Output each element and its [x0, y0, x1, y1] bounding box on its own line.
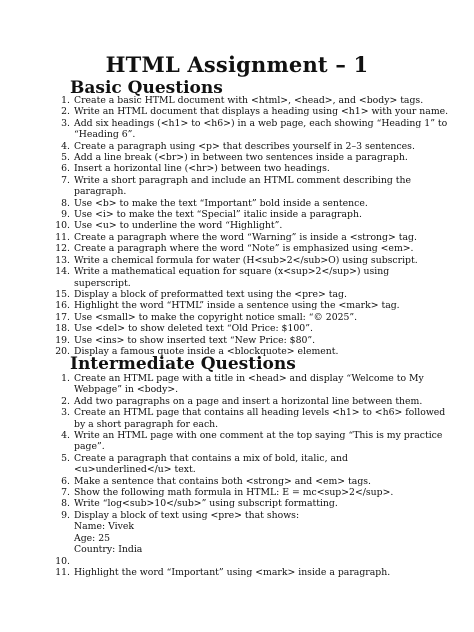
- item-line: superscript.: [74, 277, 131, 289]
- list-item: [38, 175, 458, 198]
- item-number: 4.: [61, 430, 70, 442]
- item-line: Country: India: [74, 544, 143, 556]
- item-text: [74, 95, 458, 106]
- item-number: 5.: [61, 152, 70, 164]
- list-item: [38, 453, 458, 476]
- list-item: [38, 255, 458, 266]
- list-item: [38, 556, 458, 567]
- item-line: Use <b> to make the text “Important” bold inside a sentence.: [74, 197, 368, 209]
- list-item: [38, 407, 458, 430]
- item-number: 14.: [55, 266, 70, 278]
- item-line: Highlight the word “Important” using <mark> inside a paragraph.: [74, 566, 391, 578]
- list-item: [38, 510, 458, 521]
- item-line: <u>underlined</u> text.: [74, 464, 196, 476]
- item-text: [74, 118, 458, 141]
- list-item: [38, 323, 458, 334]
- item-line: Add two paragraphs on a page and insert a horizontal line between them.: [74, 395, 423, 407]
- item-text: [74, 163, 458, 174]
- item-number: 6.: [61, 475, 70, 487]
- item-number: 4.: [61, 140, 70, 152]
- item-line: Highlight the word “HTML” inside a sentence using the <mark> tag.: [74, 300, 400, 312]
- item-line: Make a sentence that contains both <strong> and <em> tags.: [74, 475, 372, 487]
- item-line: Create a paragraph that contains a mix of bold, italic, and: [74, 452, 348, 464]
- item-number: 2.: [61, 106, 70, 118]
- item-line: Display a famous quote inside a <blockquote> element.: [74, 345, 339, 357]
- item-number: 7.: [61, 174, 70, 186]
- item-number: 8.: [61, 498, 70, 510]
- item-line: Write “log<sub>10</sub>” using subscript formatting.: [74, 498, 338, 510]
- item-text: [74, 487, 458, 498]
- item-line: Display a block of preformatted text using the <pre> tag.: [74, 288, 347, 300]
- item-text: [74, 266, 458, 289]
- item-line: Display a block of text using <pre> that shows:: [74, 509, 300, 521]
- item-number: 1.: [61, 373, 70, 384]
- item-line: [74, 556, 458, 567]
- item-line: Age: 25: [74, 532, 111, 544]
- item-number: 15.: [55, 288, 70, 300]
- item-text: [74, 407, 458, 430]
- basic-questions-heading: Basic Questions: [70, 78, 223, 98]
- item-number: 3.: [61, 407, 70, 419]
- item-text: [74, 152, 458, 163]
- item-number: 10.: [55, 555, 70, 567]
- item-line: Use <del> to show deleted text “Old Price: $100”.: [74, 323, 313, 335]
- item-number: 16.: [55, 300, 70, 312]
- item-text: [74, 220, 458, 231]
- item-text: [74, 209, 458, 220]
- item-text: [74, 521, 458, 532]
- item-text: [74, 453, 458, 476]
- intermediate-questions-heading: Intermediate Questions: [70, 354, 296, 374]
- list-item: [38, 373, 458, 396]
- item-line: paragraph.: [74, 186, 127, 198]
- item-line: Insert a horizontal line (<hr>) between two headings.: [74, 163, 330, 175]
- list-item: [38, 533, 458, 544]
- item-line: Write a chemical formula for water (H<sub>2</sub>O) using subscript.: [74, 254, 418, 266]
- item-number: 11.: [55, 566, 70, 578]
- list-item: [38, 152, 458, 163]
- item-number: 6.: [61, 163, 70, 175]
- item-text: [74, 498, 458, 509]
- list-item: [38, 232, 458, 243]
- item-number: 20.: [55, 345, 70, 357]
- item-text: [74, 289, 458, 300]
- item-text: [74, 556, 458, 567]
- list-item: [38, 544, 458, 555]
- list-item: [38, 430, 458, 453]
- list-item: [38, 312, 458, 323]
- item-line: Create an HTML page with a title in <head> and display “Welcome to My: [74, 373, 424, 384]
- list-item: [38, 163, 458, 174]
- list-item: [38, 266, 458, 289]
- item-line: page”.: [74, 441, 105, 453]
- list-item: [38, 198, 458, 209]
- item-text: [74, 533, 458, 544]
- item-line: Name: Vivek: [74, 521, 134, 533]
- list-item: [38, 300, 458, 311]
- item-text: [74, 373, 458, 396]
- page-title: HTML Assignment – 1: [105, 52, 369, 77]
- item-text: [74, 106, 458, 117]
- item-text: [74, 567, 458, 578]
- list-item: [38, 396, 458, 407]
- item-line: Add a line break (<br>) in between two sentences inside a paragraph.: [74, 152, 408, 164]
- item-text: [74, 312, 458, 323]
- item-number: 2.: [61, 395, 70, 407]
- item-text: [74, 430, 458, 453]
- item-number: 11.: [55, 231, 70, 243]
- item-line: Create an HTML page that contains all heading levels <h1> to <h6> followed: [74, 407, 446, 419]
- item-line: Write an HTML document that displays a heading using <h1> with your name.: [74, 106, 449, 118]
- list-item: [38, 335, 458, 346]
- item-number: 17.: [55, 311, 70, 323]
- item-line: Create a basic HTML document with <html>, <head>, and <body> tags.: [74, 95, 424, 106]
- item-text: [74, 476, 458, 487]
- item-number: 10.: [55, 220, 70, 232]
- item-line: Create a paragraph where the word “Note” is emphasized using <em>.: [74, 243, 414, 255]
- list-item: [38, 209, 458, 220]
- item-number: 19.: [55, 334, 70, 346]
- item-line: Use <ins> to show inserted text “New Price: $80”.: [74, 334, 316, 346]
- list-item: [38, 141, 458, 152]
- item-number: 3.: [61, 117, 70, 129]
- item-text: [74, 396, 458, 407]
- list-item: [38, 95, 458, 106]
- item-text: [74, 255, 458, 266]
- item-text: [74, 141, 458, 152]
- item-number: 13.: [55, 254, 70, 266]
- item-line: Use <u> to underline the word “Highlight”.: [74, 220, 283, 232]
- item-line: Use <i> to make the text “Special” italic inside a paragraph.: [74, 209, 362, 221]
- item-text: [74, 544, 458, 555]
- item-line: “Heading 6”.: [74, 129, 136, 141]
- item-text: [74, 198, 458, 209]
- list-item: [38, 220, 458, 231]
- item-number: 8.: [61, 197, 70, 209]
- item-text: [74, 335, 458, 346]
- item-line: by a short paragraph for each.: [74, 418, 219, 430]
- item-text: [74, 300, 458, 311]
- list-item: [38, 106, 458, 117]
- item-line: Write an HTML page with one comment at the top saying “This is my practice: [74, 430, 443, 442]
- list-item: [38, 487, 458, 498]
- item-number: 9.: [61, 509, 70, 521]
- item-text: [74, 175, 458, 198]
- list-item: [38, 118, 458, 141]
- list-item: [38, 498, 458, 509]
- list-item: [38, 567, 458, 578]
- item-line: Webpage” in <body>.: [74, 384, 179, 396]
- list-item: [38, 243, 458, 254]
- list-item: [38, 521, 458, 532]
- item-number: 5.: [61, 452, 70, 464]
- item-line: Add six headings (<h1> to <h6>) in a web page, each showing “Heading 1” to: [74, 117, 448, 129]
- intermediate-questions-list: [38, 373, 458, 578]
- item-text: [74, 232, 458, 243]
- item-text: [74, 243, 458, 254]
- list-item: [38, 476, 458, 487]
- item-number: 12.: [55, 243, 70, 255]
- item-number: 18.: [55, 323, 70, 335]
- item-number: 9.: [61, 209, 70, 221]
- item-number: 7.: [61, 487, 70, 499]
- item-text: [74, 323, 458, 334]
- item-line: Use <small> to make the copyright notice small: “© 2025”.: [74, 311, 358, 323]
- item-line: Write a short paragraph and include an HTML comment describing the: [74, 174, 411, 186]
- item-text: [74, 510, 458, 521]
- list-item: [38, 289, 458, 300]
- item-line: Create a paragraph where the word “Warning” is inside a <strong> tag.: [74, 231, 417, 243]
- item-line: Write a mathematical equation for square (x<sup>2</sup>) using: [74, 266, 390, 278]
- basic-questions-list: [38, 95, 458, 357]
- item-line: Create a paragraph using <p> that describes yourself in 2–3 sentences.: [74, 140, 415, 152]
- item-number: 1.: [61, 95, 70, 106]
- item-line: Show the following math formula in HTML: E = mc<sup>2</sup>.: [74, 487, 394, 499]
